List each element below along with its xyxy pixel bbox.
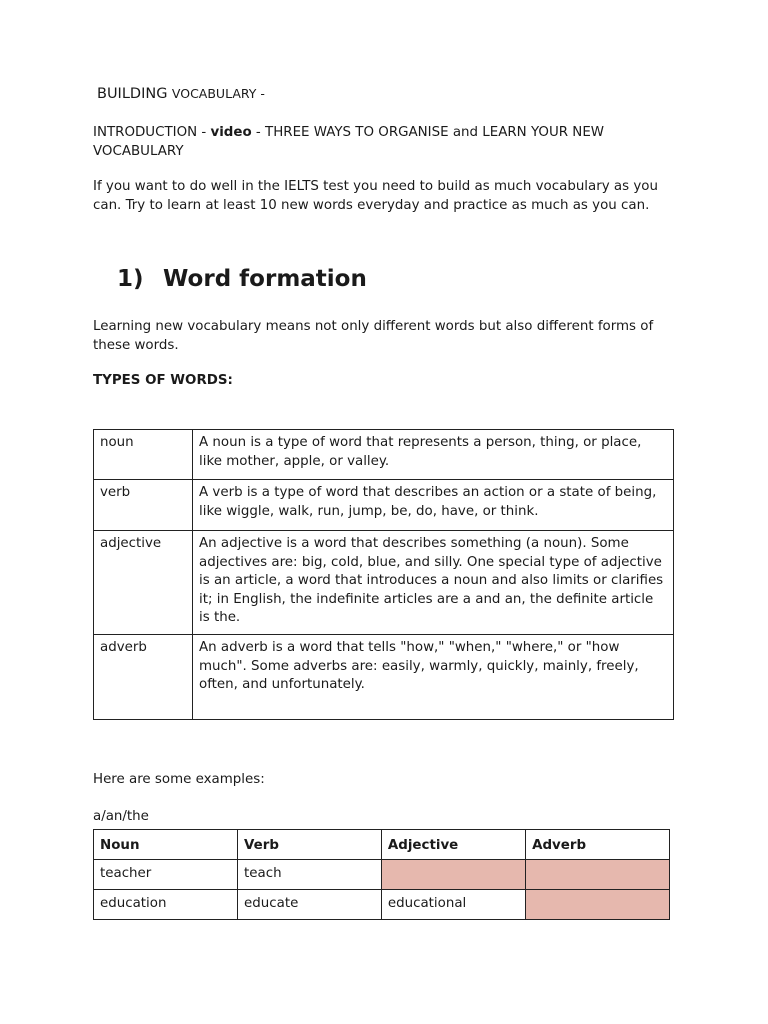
section-title: Word formation <box>163 266 367 292</box>
table-row <box>94 531 674 635</box>
table-row <box>94 890 670 920</box>
table-row <box>94 430 674 480</box>
table-cell: education <box>94 890 238 920</box>
table-cell: educational <box>381 890 525 920</box>
column-header: Adjective <box>381 830 525 860</box>
title-building: BUILDING <box>97 86 168 102</box>
title-vocabulary: VOCABULARY - <box>171 86 265 101</box>
intro-video: video <box>210 125 252 140</box>
document-title <box>97 86 265 102</box>
word-formation-paragraph: Learning new vocabulary means not only different words but also different forms of these words. <box>93 319 654 353</box>
word-type-cell: noun <box>94 430 193 480</box>
section-number: 1) <box>117 266 144 292</box>
word-types-table <box>93 429 674 720</box>
types-of-words-label: TYPES OF WORDS: <box>93 373 233 388</box>
intro-prefix: INTRODUCTION - <box>93 125 211 140</box>
articles-label: a/an/the <box>93 809 149 824</box>
word-type-cell: adverb <box>94 635 193 720</box>
word-type-cell: verb <box>94 480 193 531</box>
definition-cell: An adjective is a word that describes something (a noun). Some adjectives are: big, cold, blue, and silly. One special type of adjective is an article, a word that introduces a noun and also limits or clarifies it; in English, the indefinite articles are a and an, the definite article is the. <box>193 531 674 635</box>
section-heading-word-formation <box>117 266 367 292</box>
intro-rest: - THREE WAYS TO ORGANISE and LEARN YOUR NEW VOCABULARY <box>93 125 605 159</box>
examples-table <box>93 829 670 920</box>
table-row <box>94 480 674 531</box>
table-row <box>94 635 674 720</box>
blank-answer-cell <box>526 860 670 890</box>
table-header-row <box>94 830 670 860</box>
word-type-cell: adjective <box>94 531 193 635</box>
column-header: Noun <box>94 830 238 860</box>
column-header: Adverb <box>526 830 670 860</box>
table-cell: teach <box>238 860 382 890</box>
table-cell: educate <box>238 890 382 920</box>
intro-paragraph: If you want to do well in the IELTS test you need to build as much vocabulary as you can. Try to learn at least 10 new words everyday and practice as much as you can. <box>93 179 658 213</box>
examples-label: Here are some examples: <box>93 772 265 787</box>
table-row <box>94 860 670 890</box>
column-header: Verb <box>238 830 382 860</box>
blank-answer-cell <box>381 860 525 890</box>
table-cell: teacher <box>94 860 238 890</box>
definition-cell: An adverb is a word that tells "how," "when," "where," or "how much". Some adverbs are: easily, warmly, quickly, mainly, freely, often, and unfortunately. <box>193 635 674 720</box>
definition-cell: A noun is a type of word that represents a person, thing, or place, like mother, apple, or valley. <box>193 430 674 480</box>
blank-answer-cell <box>526 890 670 920</box>
definition-cell: A verb is a type of word that describes an action or a state of being, like wiggle, walk, run, jump, be, do, have, or think. <box>193 480 674 531</box>
introduction-heading <box>93 123 693 161</box>
